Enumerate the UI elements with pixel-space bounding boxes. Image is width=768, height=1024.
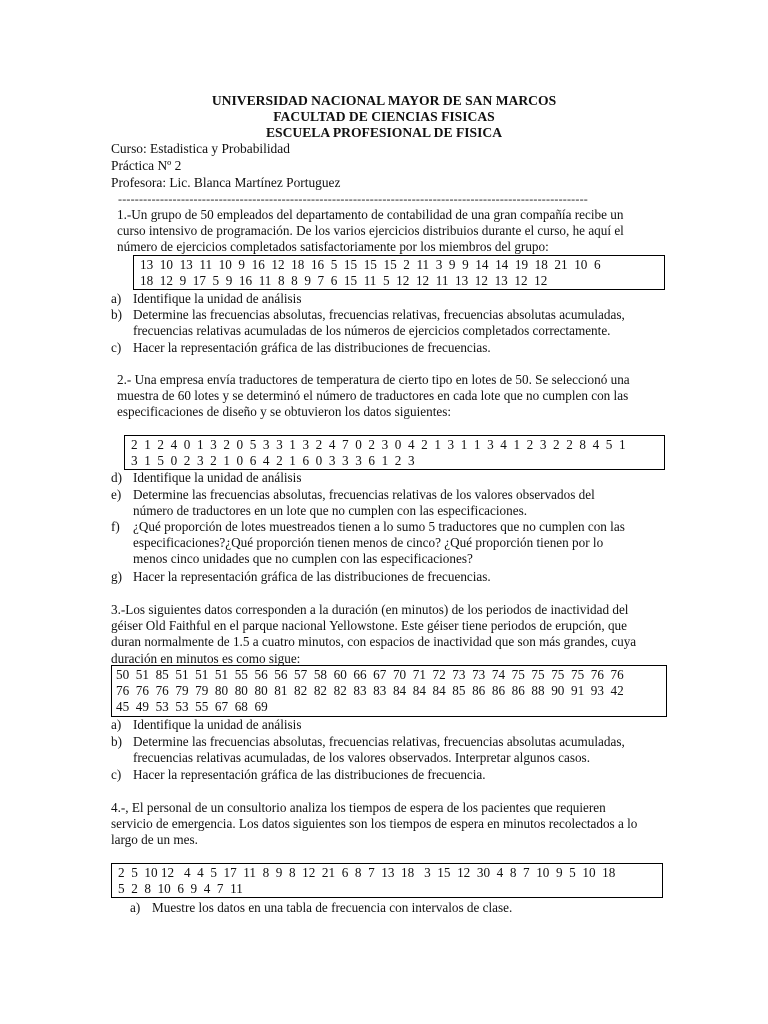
statement-line: número de ejercicios completados satisfactoriamente por los miembros del grupo: bbox=[117, 239, 549, 255]
problem-1-item-a bbox=[111, 291, 661, 308]
problem-2-data-box bbox=[124, 435, 665, 470]
course-line: Curso: Estadistica y Probabilidad bbox=[111, 141, 290, 156]
problem-2-item-f bbox=[111, 519, 661, 570]
item-text: Identifique la unidad de análisis bbox=[133, 470, 302, 485]
statement-line: curso intensivo de programación. De los varios ejercicios distribuios durante el curso, he aquí el bbox=[117, 223, 624, 239]
data-row: 13 10 13 11 10 9 16 12 18 16 5 15 15 15 2 11 3 9 9 14 14 19 18 21 10 6 bbox=[140, 257, 601, 272]
statement-line: muestra de 60 lotes y se determinó el número de traductores en cada lote que no cumplen con las bbox=[117, 388, 629, 404]
problem-2-item-d bbox=[111, 470, 661, 487]
item-label: g) bbox=[111, 569, 122, 584]
item-text: número de traductores en un lote que no cumplen con las especificaciones. bbox=[133, 503, 528, 519]
professor-line: Profesora: Lic. Blanca Martínez Portuguez bbox=[111, 175, 341, 190]
problem-4-statement bbox=[111, 800, 661, 849]
faculty-title: FACULTAD DE CIENCIAS FISICAS bbox=[273, 109, 495, 124]
problem-2-item-e bbox=[111, 487, 661, 521]
item-text: especificaciones?¿Qué proporción tienen menos de cinco? ¿Qué proporción tienen por lo bbox=[133, 535, 604, 551]
problem-3-item-a bbox=[111, 717, 661, 734]
problem-3-statement bbox=[111, 602, 661, 667]
item-text: Determine las frecuencias absolutas, frecuencias relativas de los valores observados del bbox=[133, 487, 595, 502]
data-row: 50 51 85 51 51 51 55 56 56 57 58 60 66 67 70 71 72 73 73 74 75 75 75 75 76 76 bbox=[116, 667, 624, 682]
university-title: UNIVERSIDAD NACIONAL MAYOR DE SAN MARCOS bbox=[211, 93, 557, 108]
statement-line: servicio de emergencia. Los datos siguientes son los tiempos de espera en minutos recolectados a lo bbox=[111, 816, 638, 832]
problem-2-statement bbox=[117, 372, 660, 421]
statement-line: 4.-, El personal de un consultorio analiza los tiempos de espera de los pacientes que requieren bbox=[111, 800, 606, 815]
item-text: Hacer la representación gráfica de las distribuciones de frecuencia. bbox=[133, 767, 486, 782]
problem-1-item-c bbox=[111, 340, 661, 357]
item-text: Muestre los datos en una tabla de frecuencia con intervalos de clase. bbox=[152, 900, 513, 915]
item-label: c) bbox=[111, 767, 122, 782]
data-row: 3 1 5 0 2 3 2 1 0 6 4 2 1 6 0 3 3 3 6 1 2 3 bbox=[131, 453, 415, 469]
item-text: Identifique la unidad de análisis bbox=[133, 291, 302, 306]
item-text: frecuencias relativas acumuladas, de los valores observados. Interpretar algunos casos. bbox=[133, 750, 590, 766]
problem-4-item-a bbox=[130, 900, 660, 917]
practice-line: Práctica Nº 2 bbox=[111, 158, 182, 173]
item-text: menos cinco unidades que no cumplen con las especificaciones? bbox=[133, 551, 473, 567]
item-label: a) bbox=[111, 717, 122, 732]
item-text: ¿Qué proporción de lotes muestreados tienen a lo sumo 5 traductores que no cumplen con las bbox=[133, 519, 625, 534]
item-text: Determine las frecuencias absolutas, frecuencias relativas, frecuencias absolutas acumuladas, bbox=[133, 734, 625, 749]
statement-line: duración en minutos es como sigue: bbox=[111, 650, 301, 666]
data-row: 5 2 8 10 6 9 4 7 11 bbox=[118, 881, 243, 897]
data-row: 76 76 76 79 79 80 80 80 81 82 82 82 83 83 84 84 84 85 86 86 86 88 90 91 93 42 bbox=[116, 683, 624, 699]
item-label: a) bbox=[111, 291, 122, 306]
data-row: 45 49 53 53 55 67 68 69 bbox=[116, 699, 268, 715]
problem-3-item-c bbox=[111, 767, 661, 784]
item-label: a) bbox=[130, 900, 141, 915]
item-label: e) bbox=[111, 487, 122, 502]
school-title: ESCUELA PROFESIONAL DE FISICA bbox=[265, 125, 503, 140]
statement-line: 3.-Los siguientes datos corresponden a la duración (en minutos) de los periodos de inactividad del bbox=[111, 602, 629, 617]
item-label: f) bbox=[111, 519, 120, 534]
item-label: b) bbox=[111, 307, 122, 322]
statement-line: 1.-Un grupo de 50 empleados del departamento de contabilidad de una gran compañía recibe un bbox=[117, 207, 624, 222]
problem-1-item-b bbox=[111, 307, 661, 341]
item-text: frecuencias relativas acumuladas de los números de ejercicios completados correctamente. bbox=[133, 323, 611, 339]
item-text: Hacer la representación gráfica de las distribuciones de frecuencias. bbox=[133, 569, 491, 584]
statement-line: géiser Old Faithful en el parque nacional Yellowstone. Este géiser tiene periodos de erupción, que bbox=[111, 618, 627, 634]
data-row: 18 12 9 17 5 9 16 11 8 8 9 7 6 15 11 5 12 12 11 13 12 13 12 12 bbox=[140, 273, 548, 289]
data-row: 2 5 10 12 4 4 5 17 11 8 9 8 12 21 6 8 7 13 18 3 15 12 30 4 8 7 10 9 5 10 18 bbox=[118, 865, 616, 880]
problem-1-data-box bbox=[133, 255, 665, 290]
item-text: Hacer la representación gráfica de las distribuciones de frecuencias. bbox=[133, 340, 491, 355]
statement-line: largo de un mes. bbox=[111, 832, 198, 848]
item-label: b) bbox=[111, 734, 122, 749]
item-text: Determine las frecuencias absolutas, frecuencias relativas, frecuencias absolutas acumuladas, bbox=[133, 307, 625, 322]
statement-line: 2.- Una empresa envía traductores de temperatura de cierto tipo en lotes de 50. Se seleccionó una bbox=[117, 372, 630, 387]
statement-line: duran normalmente de 1.5 a cuatro minutos, con espacios de inactividad que son más grandes, cuya bbox=[111, 634, 637, 650]
problem-2-item-g bbox=[111, 569, 661, 586]
item-text: Identifique la unidad de análisis bbox=[133, 717, 302, 732]
problem-4-data-box bbox=[111, 863, 663, 898]
problem-3-data-box bbox=[111, 665, 667, 717]
problem-1-statement bbox=[117, 207, 660, 256]
data-row: 2 1 2 4 0 1 3 2 0 5 3 3 1 3 2 4 7 0 2 3 0 4 2 1 3 1 1 3 4 1 2 3 2 2 8 4 5 1 bbox=[131, 437, 626, 452]
problem-3-item-b bbox=[111, 734, 661, 768]
separator-line: ---------------------------------------------------------------------------------------------------------------- bbox=[118, 192, 588, 206]
statement-line: especificaciones de diseño y se obtuvieron los datos siguientes: bbox=[117, 404, 452, 420]
item-label: d) bbox=[111, 470, 122, 485]
item-label: c) bbox=[111, 340, 122, 355]
